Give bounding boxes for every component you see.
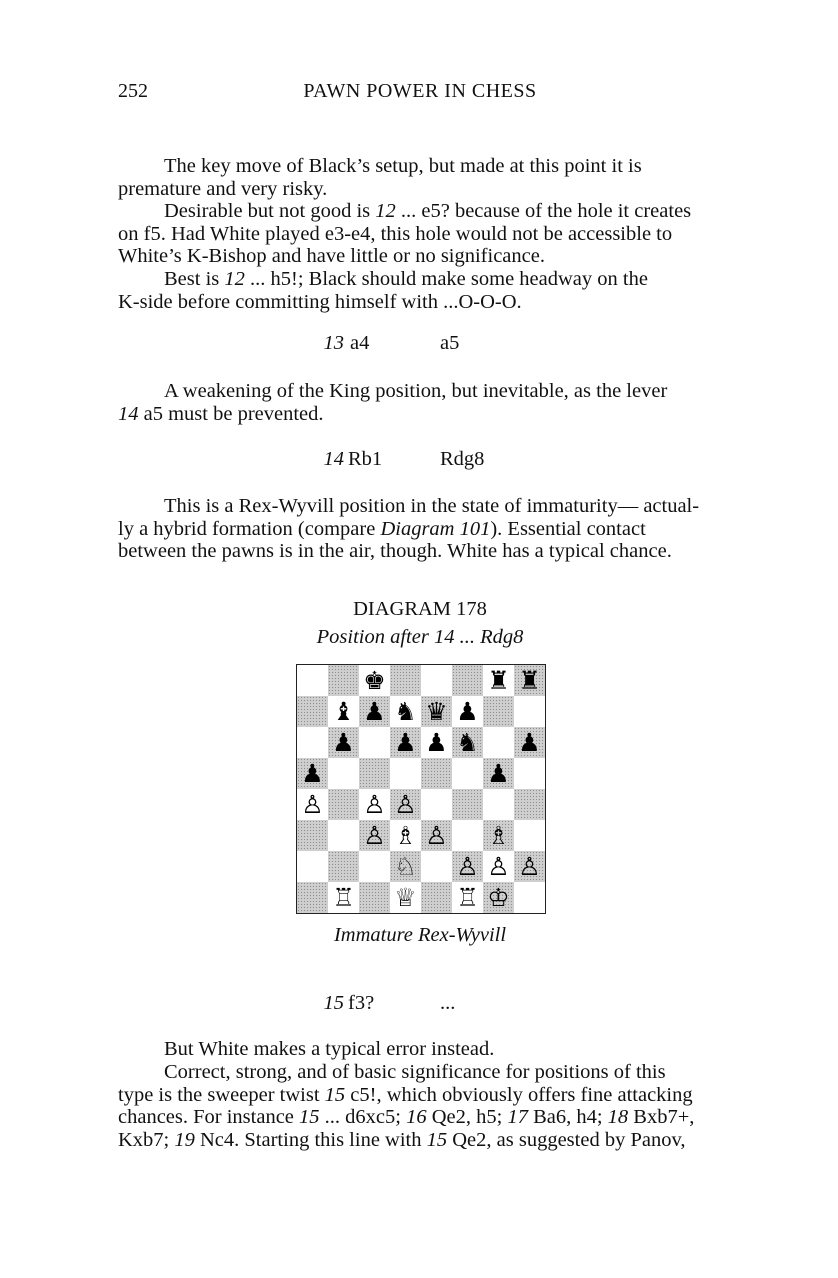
- square-c3: [359, 820, 390, 851]
- move-number: 15: [299, 1106, 320, 1129]
- move-number: 14: [323, 448, 344, 470]
- para-text: type is the sweeper twist: [118, 1083, 325, 1106]
- square-d1: [390, 882, 421, 913]
- square-f5: [452, 758, 483, 789]
- running-head: PAWN POWER IN CHESS: [303, 80, 537, 102]
- square-a5: [297, 758, 328, 789]
- black-pawn-icon: ♟: [394, 728, 417, 757]
- para-text: ). Essential contact: [490, 517, 646, 540]
- square-b8: [328, 665, 359, 696]
- square-h8: [514, 665, 545, 696]
- square-e5: [421, 758, 452, 789]
- white-move: f3?: [348, 992, 375, 1014]
- para-text: on f5. Had White played e3-e4, this hole would not be accessible to: [118, 222, 673, 245]
- paragraph-2: [118, 200, 722, 268]
- square-b5: [328, 758, 359, 789]
- square-h4: [514, 789, 545, 820]
- square-g4: [483, 789, 514, 820]
- move-number: 13: [323, 332, 344, 354]
- para-text: ... d6xc5;: [319, 1106, 407, 1129]
- square-c6: [359, 727, 390, 758]
- move-number: 15: [324, 1083, 346, 1106]
- square-a7: [297, 696, 328, 727]
- para-text: ... h5!; Black should make some headway on the: [244, 268, 648, 290]
- square-e3: [421, 820, 452, 851]
- white-king-icon: ♔: [487, 883, 510, 912]
- square-e6: [421, 727, 452, 758]
- para-text: The key move of Black’s setup, but made at this point it is: [164, 155, 642, 177]
- black-pawn-icon: ♟: [363, 697, 386, 726]
- square-h6: [514, 727, 545, 758]
- paragraph-3: [118, 268, 722, 313]
- para-text: A weakening of the King position, but inevitable, as the lever: [164, 380, 668, 402]
- white-pawn-icon: ♙: [301, 790, 324, 819]
- white-bishop-icon: ♗: [394, 821, 417, 850]
- black-knight-icon: ♞: [394, 697, 417, 726]
- move-number: 15: [323, 992, 344, 1014]
- black-pawn-icon: ♟: [332, 728, 355, 757]
- white-pawn-icon: ♙: [363, 821, 386, 850]
- white-bishop-icon: ♗: [487, 821, 510, 850]
- chess-board-diagram: [296, 664, 546, 914]
- square-d4: [390, 789, 421, 820]
- square-d3: [390, 820, 421, 851]
- para-text: Correct, strong, and of basic significance for positions of this: [164, 1061, 666, 1083]
- white-rook-icon: ♖: [332, 883, 355, 912]
- square-b3: [328, 820, 359, 851]
- black-pawn-icon: ♟: [487, 759, 510, 788]
- white-knight-icon: ♘: [394, 852, 417, 881]
- white-pawn-icon: ♙: [425, 821, 448, 850]
- page-header: [118, 80, 722, 106]
- square-a3: [297, 820, 328, 851]
- square-e1: [421, 882, 452, 913]
- square-c5: [359, 758, 390, 789]
- square-h1: [514, 882, 545, 913]
- paragraph-6: [118, 1038, 722, 1061]
- para-text: Best is: [164, 268, 225, 290]
- black-move: a5: [440, 332, 460, 354]
- para-text: Bxb7+,: [628, 1106, 695, 1129]
- para-text: Ba6, h4;: [527, 1106, 608, 1129]
- square-h3: [514, 820, 545, 851]
- white-move: a4: [350, 332, 370, 354]
- move-number: 18: [607, 1106, 629, 1129]
- para-text: Kxb7;: [118, 1128, 175, 1151]
- square-c1: [359, 882, 390, 913]
- paragraph-4: [118, 380, 722, 425]
- square-a6: [297, 727, 328, 758]
- black-king-icon: ♚: [363, 666, 386, 695]
- square-f7: [452, 696, 483, 727]
- move-number: 14: [118, 402, 139, 425]
- para-text: premature and very risky.: [118, 177, 328, 200]
- black-move: Rdg8: [440, 448, 485, 470]
- white-rook-icon: ♖: [456, 883, 479, 912]
- black-pawn-icon: ♟: [425, 728, 448, 757]
- white-pawn-icon: ♙: [363, 790, 386, 819]
- diagram-subtitle: Position after 14 ... Rdg8: [316, 626, 524, 648]
- square-a4: [297, 789, 328, 820]
- square-g7: [483, 696, 514, 727]
- black-bishop-icon: ♝: [332, 697, 355, 726]
- black-pawn-icon: ♟: [456, 697, 479, 726]
- square-d6: [390, 727, 421, 758]
- white-pawn-icon: ♙: [487, 852, 510, 881]
- white-pawn-icon: ♙: [518, 852, 541, 881]
- square-b4: [328, 789, 359, 820]
- paragraph-5: [118, 495, 722, 563]
- page-number: 252: [118, 80, 148, 102]
- para-text: ly a hybrid formation (compare: [118, 517, 381, 540]
- white-pawn-icon: ♙: [394, 790, 417, 819]
- square-b2: [328, 851, 359, 882]
- square-g2: [483, 851, 514, 882]
- square-c7: [359, 696, 390, 727]
- square-f3: [452, 820, 483, 851]
- square-g5: [483, 758, 514, 789]
- square-e2: [421, 851, 452, 882]
- para-text: But White makes a typical error instead.: [164, 1038, 495, 1060]
- square-a8: [297, 665, 328, 696]
- para-text: K-side before committing himself with ...O-O-O.: [118, 290, 522, 313]
- square-e8: [421, 665, 452, 696]
- para-text: Desirable but not good is: [164, 200, 376, 222]
- para-text: c5!, which obviously offers fine attacking: [345, 1083, 693, 1106]
- para-text: ... e5? because of the hole it creates: [395, 200, 692, 222]
- para-text: a5 must be prevented.: [138, 402, 324, 425]
- para-text: Nc4. Starting this line with: [194, 1128, 427, 1151]
- square-d2: [390, 851, 421, 882]
- para-text: Qe2, h5;: [426, 1106, 508, 1129]
- black-pawn-icon: ♟: [518, 728, 541, 757]
- diagram-title: DIAGRAM 178: [353, 598, 487, 620]
- square-c4: [359, 789, 390, 820]
- black-rook-icon: ♜: [487, 666, 510, 695]
- square-g8: [483, 665, 514, 696]
- square-f4: [452, 789, 483, 820]
- move-number: 12: [375, 200, 396, 222]
- move-number: 12: [224, 268, 245, 290]
- square-a1: [297, 882, 328, 913]
- paragraph-7: [118, 1061, 722, 1151]
- square-h5: [514, 758, 545, 789]
- square-f6: [452, 727, 483, 758]
- para-text: between the pawns is in the air, though. White has a typical chance.: [118, 540, 672, 563]
- square-e4: [421, 789, 452, 820]
- black-rook-icon: ♜: [518, 666, 541, 695]
- square-c8: [359, 665, 390, 696]
- square-g6: [483, 727, 514, 758]
- move-number: 15: [426, 1128, 448, 1151]
- black-queen-icon: ♛: [425, 697, 448, 726]
- paragraph-1: [118, 155, 722, 200]
- square-f1: [452, 882, 483, 913]
- square-g1: [483, 882, 514, 913]
- black-move: ...: [440, 992, 456, 1014]
- white-move: Rb1: [348, 448, 383, 470]
- square-d8: [390, 665, 421, 696]
- square-g3: [483, 820, 514, 851]
- black-knight-icon: ♞: [456, 728, 479, 757]
- square-d7: [390, 696, 421, 727]
- square-c2: [359, 851, 390, 882]
- para-text: chances. For instance: [118, 1106, 300, 1129]
- para-text: White’s K-Bishop and have little or no significance.: [118, 245, 545, 268]
- para-text: This is a Rex-Wyvill position in the state of immaturity— actual-: [164, 495, 700, 517]
- para-text: Qe2, as suggested by Panov,: [447, 1128, 686, 1151]
- square-a2: [297, 851, 328, 882]
- diagram-reference: Diagram 101: [380, 517, 491, 540]
- square-b7: [328, 696, 359, 727]
- move-number: 17: [507, 1106, 528, 1129]
- square-d5: [390, 758, 421, 789]
- square-h7: [514, 696, 545, 727]
- square-b1: [328, 882, 359, 913]
- white-pawn-icon: ♙: [456, 852, 479, 881]
- move-number: 19: [174, 1128, 195, 1151]
- square-b6: [328, 727, 359, 758]
- white-queen-icon: ♕: [394, 883, 417, 912]
- square-e7: [421, 696, 452, 727]
- square-f2: [452, 851, 483, 882]
- square-f8: [452, 665, 483, 696]
- square-h2: [514, 851, 545, 882]
- black-pawn-icon: ♟: [301, 759, 324, 788]
- move-number: 16: [406, 1106, 427, 1129]
- diagram-caption: Immature Rex-Wyvill: [333, 924, 507, 946]
